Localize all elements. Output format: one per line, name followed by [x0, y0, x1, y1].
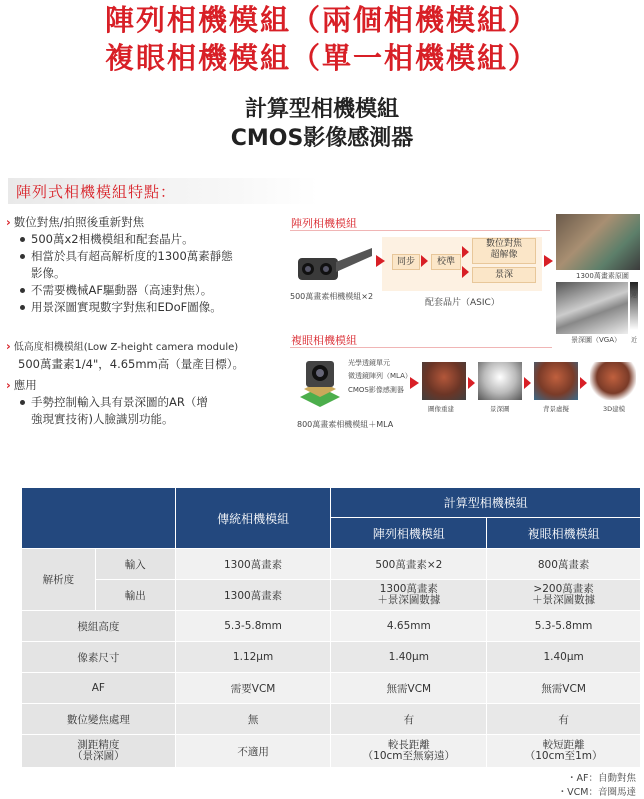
title-line-1: 陣列相機模組（兩個相機模組）: [104, 3, 539, 37]
reconstructed-image: [422, 362, 466, 400]
cell: 1.40μm: [331, 642, 487, 673]
subtitle-line-1: 計算型相機模組: [244, 97, 399, 122]
cell: 無需VCM: [487, 673, 641, 704]
features-heading-text: 陣列式相機模組特點：: [16, 183, 177, 201]
cell: 無需VCM: [331, 673, 487, 704]
feature-sub-5b: 強現實技術)人臉識別功能。: [31, 412, 174, 426]
layer-mla: 微透鏡陣列（MLA）: [348, 372, 412, 380]
compound-module-image: [296, 355, 344, 415]
feature-sub-1: 500萬x2相機模組和配套晶片。: [6, 231, 281, 248]
arrow-icon: [376, 255, 385, 267]
row-label-zoom: 數位變焦處理: [22, 704, 176, 735]
divider: [290, 230, 550, 231]
asic-caption: 配套晶片（ASIC）: [425, 298, 500, 308]
arrow-icon: [544, 255, 553, 267]
table-row: [22, 580, 641, 611]
divider: [290, 347, 552, 348]
cap-blur: 背景虛擬: [543, 405, 569, 413]
bullet-icon: [20, 288, 25, 293]
chevron-right-icon: ›: [6, 378, 11, 392]
arrow-icon: [580, 377, 587, 389]
bullet-icon: [20, 305, 25, 310]
arrow-icon: [421, 255, 428, 267]
row-label-height: 模組高度: [22, 611, 176, 642]
arrow-icon: [410, 377, 419, 389]
depth-caption: 景深圖（VGA）: [571, 336, 622, 344]
row-label-resolution: 解析度: [22, 549, 96, 611]
feature-item-apps: › 應用: [6, 378, 37, 392]
photo-caption: 1300萬畫素原圖: [576, 272, 629, 280]
bullet-icon: [20, 400, 25, 405]
feature-sub-2: 相當於具有超高解析度的1300萬素靜態: [6, 248, 281, 265]
table-corner: [22, 488, 176, 549]
cell: 較短距離 （10cm至1m）: [487, 735, 641, 768]
cell: 有: [487, 704, 641, 735]
note-af: ・AF：自動對焦: [567, 773, 636, 784]
cell: 不適用: [175, 735, 331, 768]
cell: 500萬畫素×2: [331, 549, 487, 580]
cell: 1300萬畫素: [175, 580, 331, 611]
table-row: [22, 611, 641, 642]
diagram-array-label: 陣列相機模組: [291, 217, 357, 230]
cell: 4.65mm: [331, 611, 487, 642]
near-label: 近: [631, 337, 638, 344]
bullet-icon: [20, 254, 25, 259]
feature-sub-3: 不需要機械AF驅動器（高速對焦）。: [6, 282, 281, 299]
row-label-input: 輸入: [95, 549, 175, 580]
module-caption: 500萬畫素相機模組×2: [290, 292, 374, 301]
cap-3d: 3D建模: [603, 405, 626, 413]
cell: 無: [175, 704, 331, 735]
depth-map-image: [556, 282, 628, 334]
table-row: [22, 704, 641, 735]
row-label-pixel: 像素尺寸: [22, 642, 176, 673]
sync-box: 同步: [392, 254, 420, 270]
compound-caption: 800萬畫素相機模組＋MLA: [297, 420, 394, 429]
title-line-2: 複眼相機模組（單一相機模組）: [104, 41, 539, 75]
cell: >200萬畫素 ＋景深圖數據: [487, 580, 641, 611]
cell: 需要VCM: [175, 673, 331, 704]
cell: 有: [331, 704, 487, 735]
header-computational: 計算型相機模組: [331, 488, 641, 518]
table-row: [22, 673, 641, 704]
sample-photo: [556, 214, 640, 270]
row-label-range: 測距精度 （景深圖）: [22, 735, 176, 768]
row-label-output: 輸出: [95, 580, 175, 611]
arrow-icon: [462, 266, 469, 278]
camera-module-image: [296, 244, 374, 286]
header-compound: 複眼相機模組: [487, 518, 641, 549]
note-vcm: ・VCM：音圈馬達: [557, 787, 636, 798]
cell: 1.12μm: [175, 642, 331, 673]
cell: 5.3-5.8mm: [487, 611, 641, 642]
cap-reconstruct: 圖像重建: [428, 405, 454, 413]
far-label: 遠: [631, 292, 638, 299]
cell: 1.40μm: [487, 642, 641, 673]
header-array: 陣列相機模組: [331, 518, 487, 549]
table-row: [22, 642, 641, 673]
feature-item-focus: › 數位對焦/拍照後重新對焦: [6, 215, 145, 229]
cap-depth: 景深圖: [490, 405, 510, 413]
chevron-right-icon: ›: [6, 339, 11, 353]
cell: 800萬畫素: [487, 549, 641, 580]
cell: 1300萬畫素: [175, 549, 331, 580]
layer-cmos: CMOS影像感測器: [348, 386, 404, 394]
depth-image: [478, 362, 522, 400]
chevron-right-icon: ›: [6, 215, 11, 229]
feature-sub-4: 用景深圖實現數字對焦和EDoF圖像。: [6, 299, 281, 316]
3d-model-image: [590, 362, 636, 400]
subtitle-line-2: CMOS影像感測器: [230, 126, 414, 151]
spec-table: [21, 487, 641, 768]
feature-item-height: › 低高度相機模組(Low Z-height camera module): [6, 339, 239, 353]
diagram-compound-label: 複眼相機模組: [291, 334, 357, 347]
arrow-icon: [468, 377, 475, 389]
feature-list: [6, 214, 281, 428]
cell: 較長距離 （10cm至無窮遠）: [331, 735, 487, 768]
focus-box: 數位對焦 超解像: [472, 238, 536, 264]
feature-item-height-b: 500萬畫素1/4"，4.65mm高（量產目標）。: [18, 357, 245, 371]
layer-optics: 光學透鏡單元: [348, 359, 390, 367]
table-row: [22, 735, 641, 768]
arrow-icon: [462, 246, 469, 258]
blur-image: [534, 362, 578, 400]
header-traditional: 傳統相機模組: [175, 488, 331, 549]
arrow-icon: [524, 377, 531, 389]
row-label-af: AF: [22, 673, 176, 704]
cell: 1300萬畫素 ＋景深圖數據: [331, 580, 487, 611]
depth-box: 景深: [472, 267, 536, 283]
feature-sub-5: 手勢控制輸入具有景深圖的AR（增: [6, 394, 281, 411]
table-row: [22, 549, 641, 580]
features-heading: [8, 178, 318, 204]
cell: 5.3-5.8mm: [175, 611, 331, 642]
calib-box: 校準: [431, 254, 461, 270]
bullet-icon: [20, 237, 25, 242]
feature-sub-2b: 影像。: [31, 266, 66, 280]
